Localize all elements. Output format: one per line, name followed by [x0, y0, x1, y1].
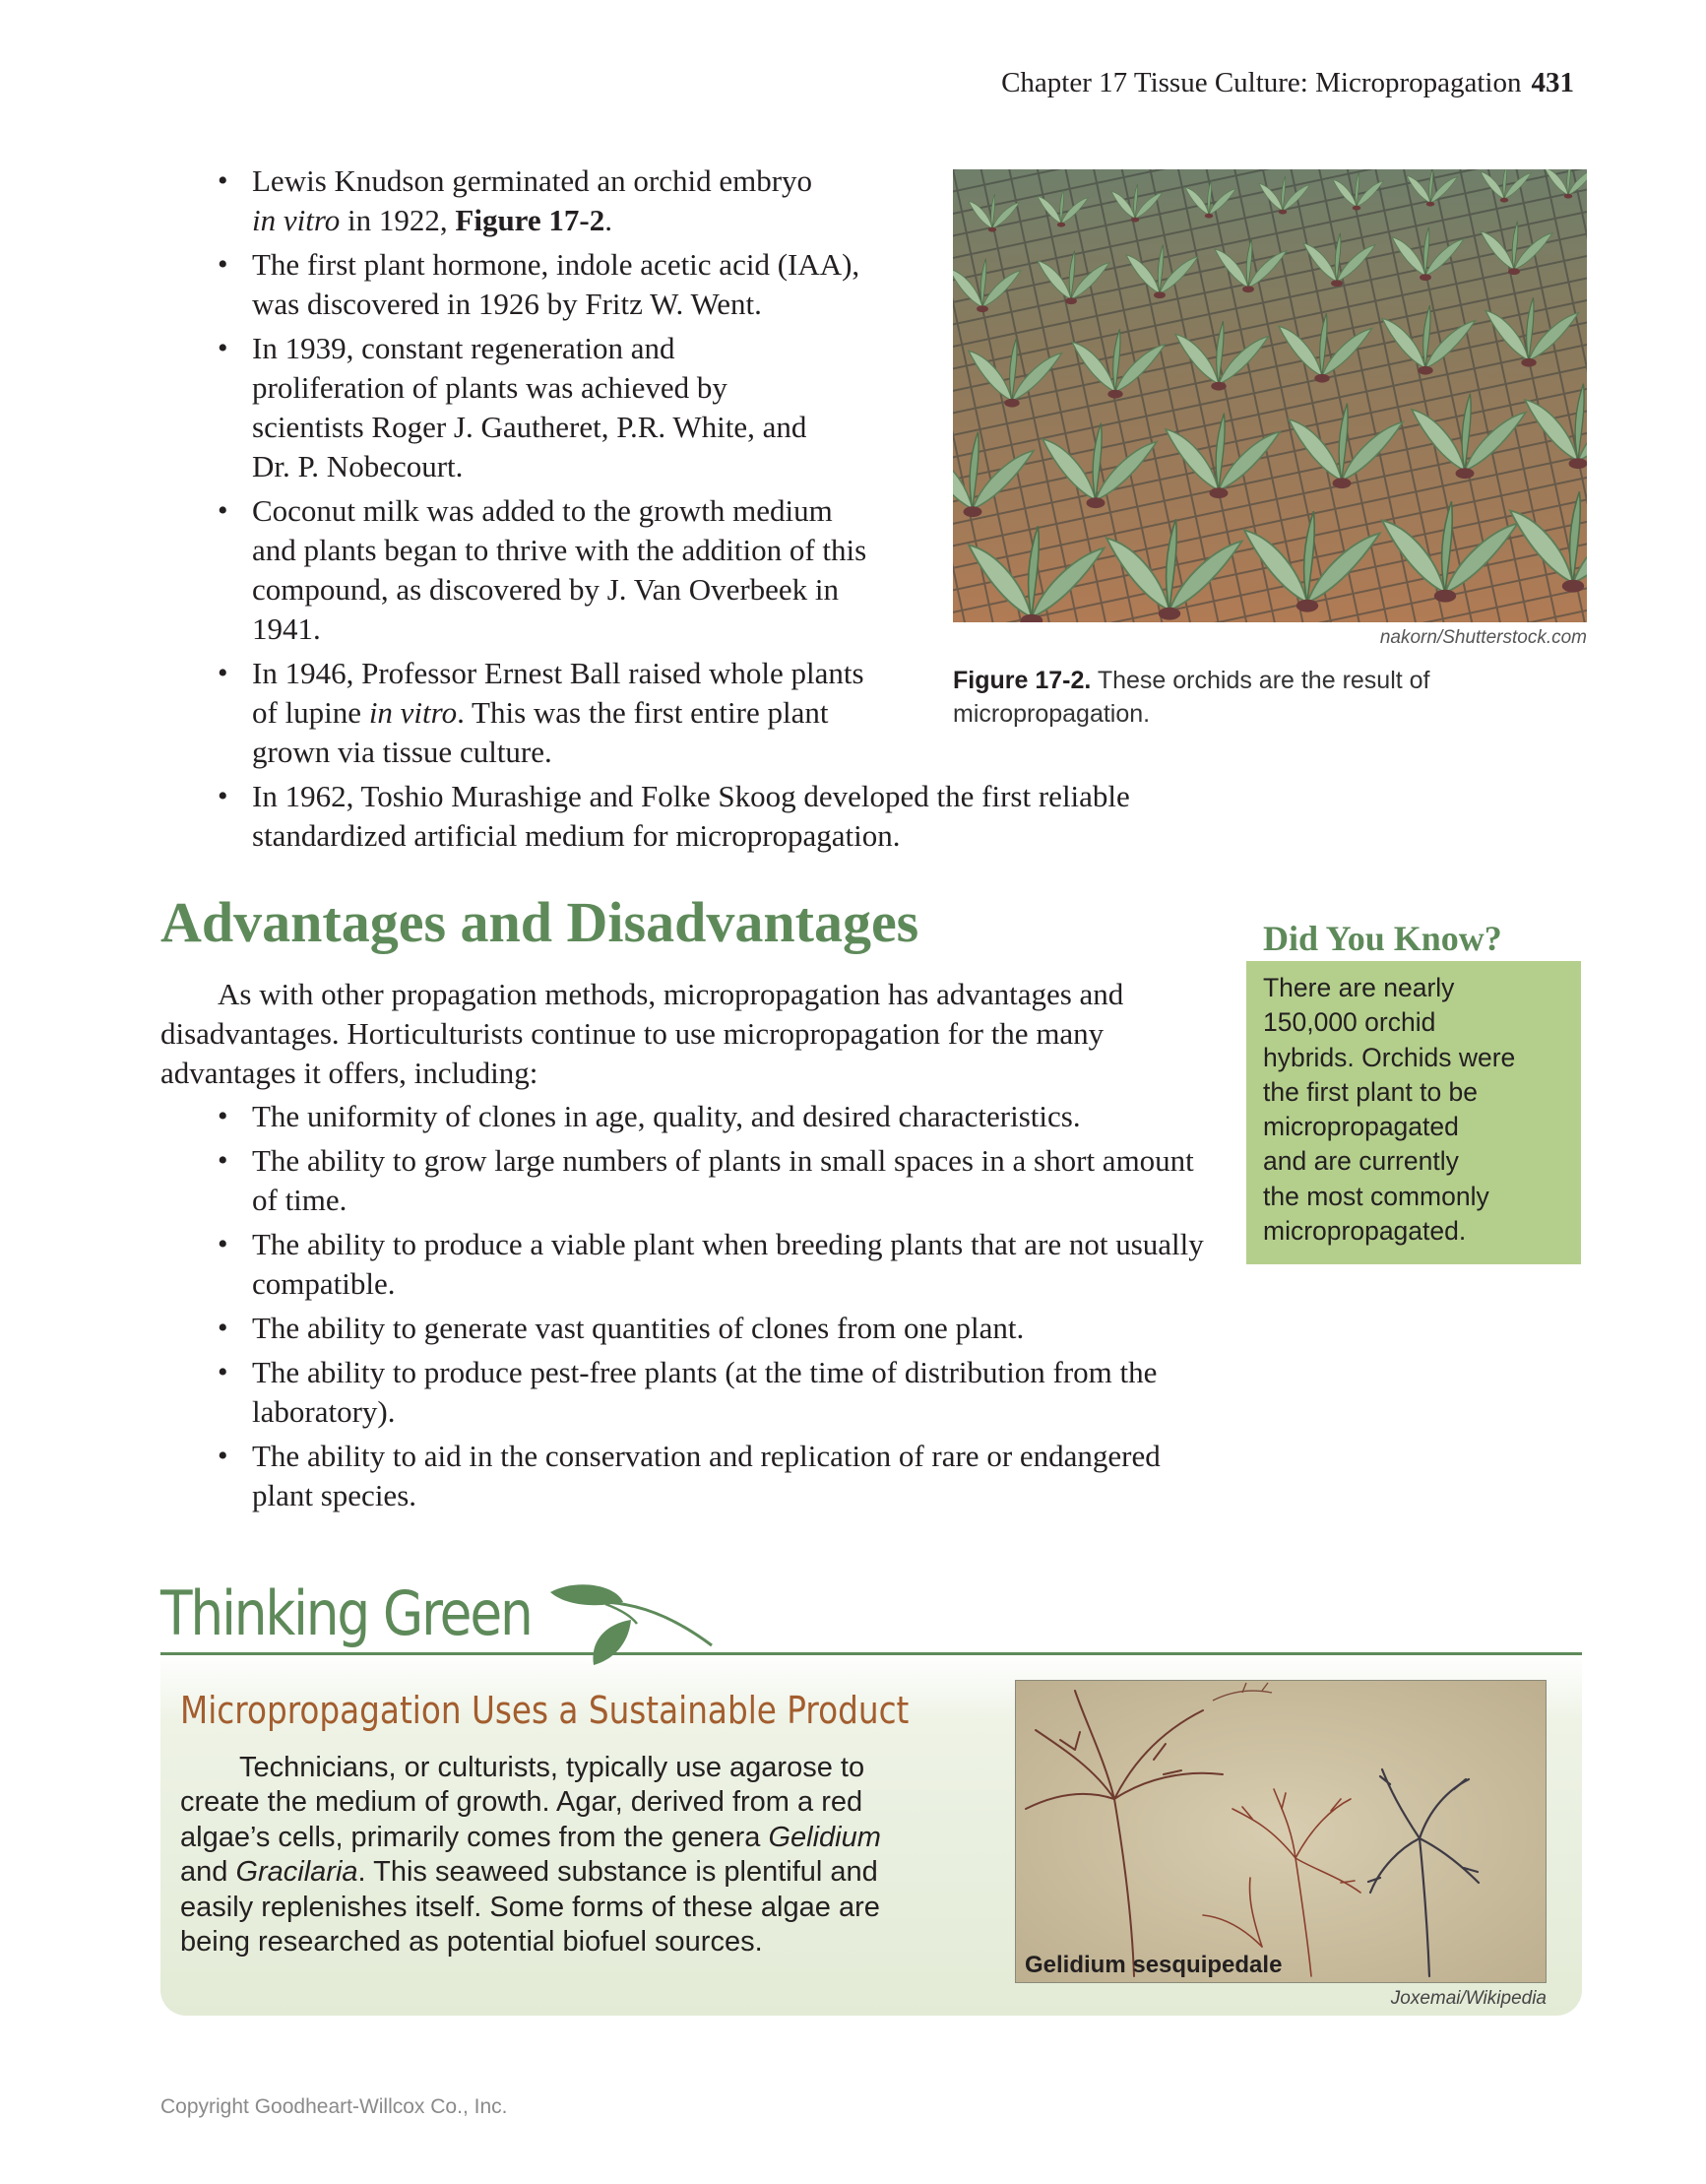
gelidium-seaweed-image: [1016, 1681, 1547, 1983]
list-item: • In 1962, Toshio Murashige and Folke Skoog developed the first reliable standardized artificial medium for micropropagation.: [160, 777, 1233, 856]
bullet-text: .: [604, 203, 612, 237]
seaweed-photo: [1015, 1680, 1547, 1983]
did-you-know-box: [1246, 961, 1581, 1264]
italic-term: Gelidium: [768, 1821, 881, 1853]
advantages-section: [160, 975, 1214, 1520]
list-item: • The ability to produce pest-free plants (at the time of distribution from the laboratory).: [160, 1353, 1214, 1432]
list-item: [160, 161, 892, 240]
photo-label: Gelidium sesquipedale: [1025, 1952, 1283, 1978]
section-heading: Advantages and Disadvantages: [160, 890, 919, 954]
chapter-title: Chapter 17 Tissue Culture: Micropropagation: [1001, 67, 1522, 98]
did-you-know-line: the most commonly: [1263, 1181, 1489, 1211]
figure-label: Figure 17-2.: [953, 667, 1092, 694]
copyright-footer: Copyright Goodheart-Willcox Co., Inc.: [160, 2095, 508, 2118]
orchid-seedlings-image: [953, 169, 1587, 622]
italic-term: in vitro: [368, 695, 458, 730]
did-you-know-line: 150,000 orchid: [1263, 1007, 1436, 1038]
body-text: and: [180, 1856, 236, 1889]
thinking-green-subtitle: Micropropagation Uses a Sustainable Product: [180, 1689, 910, 1732]
divider: [160, 1652, 1582, 1655]
italic-term: Gracilaria: [235, 1856, 358, 1889]
thinking-green-text: [180, 1751, 928, 1959]
italic-term: in vitro: [252, 203, 341, 237]
list-item: • The uniformity of clones in age, quality, and desired characteristics.: [160, 1097, 1214, 1136]
did-you-know-line: and are currently: [1263, 1146, 1459, 1177]
list-item: • The ability to generate vast quantities of clones from one plant.: [160, 1309, 1214, 1348]
figure-reference: Figure 17-2: [455, 203, 605, 237]
list-item: • The first plant hormone, indole acetic acid (IAA), was discovered in 1926 by Fritz W. Went.: [160, 245, 892, 324]
did-you-know-line: the first plant to be: [1263, 1076, 1479, 1107]
caption-text: These orchids are the result of micropropagation.: [953, 667, 1430, 728]
bullet-text: In 1946, Professor Ernest Ball raised whole plants of lupine: [252, 656, 864, 730]
bullet-text: Lewis Knudson germinated an orchid embryo: [252, 163, 813, 198]
page-number: 431: [1531, 67, 1574, 98]
did-you-know-line: micropropagated: [1263, 1112, 1459, 1142]
photo-credit: Joxemai/Wikipedia: [1390, 1988, 1547, 2009]
figure-caption: [953, 664, 1504, 731]
bullet-text: in 1922,: [340, 203, 456, 237]
did-you-know-line: hybrids. Orchids were: [1263, 1042, 1516, 1072]
list-item: • The ability to produce a viable plant when breeding plants that are not usually compatible.: [160, 1225, 1214, 1304]
advantages-list: [160, 1097, 1214, 1515]
list-item: • The ability to aid in the conservation and replication of rare or endangered plant species.: [160, 1437, 1214, 1515]
list-item: • The ability to grow large numbers of plants in small spaces in a short amount of time.: [160, 1141, 1214, 1220]
bullet-text: . This was the first entire plant grown via tissue culture.: [252, 695, 829, 769]
list-item: • Coconut milk was added to the growth medium and plants began to thrive with the addition of this compound, as discovered by J. Van Overbeek in 1941.: [160, 491, 872, 649]
list-item: [160, 654, 882, 772]
leaf-icon: [546, 1580, 719, 1669]
photo-credit: nakorn/Shutterstock.com: [1379, 627, 1587, 648]
body-text: Technicians, or culturists, typically use agarose to create the medium of growth. Agar, derived from a red algae’s cells, primarily comes from the genera: [180, 1752, 865, 1853]
did-you-know-line: micropropagated.: [1263, 1216, 1467, 1247]
body-text: . This seaweed substance is plentiful and easily replenishes itself. Some forms of these algae are being researched as potential biofuel sources.: [180, 1856, 880, 1959]
did-you-know-title: Did You Know?: [1263, 919, 1502, 958]
thinking-green-title: Thinking Green: [160, 1577, 532, 1649]
orchid-photo: [953, 169, 1587, 622]
did-you-know-line: There are nearly: [1263, 973, 1455, 1002]
intro-paragraph: As with other propagation methods, micropropagation has advantages and disadvantages. Horticulturists continue to use micropropagation for the many advantages it offers, including:: [160, 977, 1124, 1090]
running-head: [1001, 69, 1574, 97]
list-item: • In 1939, constant regeneration and proliferation of plants was achieved by scientists Roger J. Gautheret, P.R. White, and Dr. P. Nobecourt.: [160, 329, 823, 486]
